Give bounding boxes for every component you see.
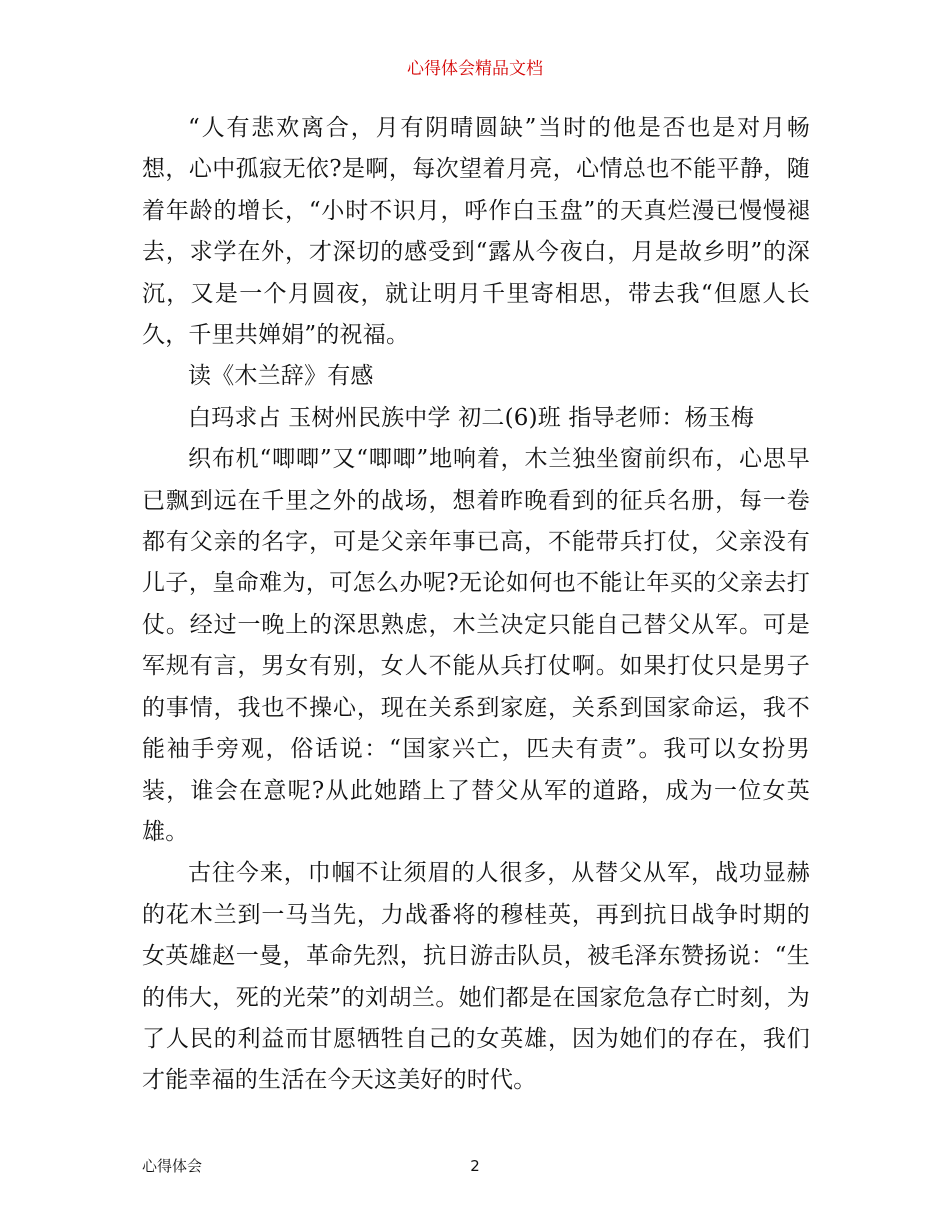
page-number: 2: [470, 1157, 480, 1175]
paragraph-heroines: 古往今来，巾帼不让须眉的人很多，从替父从军，战功显赫的花木兰到一马当先，力战番将的穆桂英，再到抗日战争时期的女英雄赵一曼，革命先烈，抗日游击队员，被毛泽东赞扬说：“生的伟大，死的光荣”的刘胡兰。她们都是在国家危急存亡时刻，为了人民的利益而甘愿牺牲自己的女英雄，因为她们的存在，我们才能幸福的生活在今天这美好的时代。: [142, 860, 810, 1094]
essay-author-line: 白玛求占 玉树州民族中学 初二(6)班 指导老师：杨玉梅: [188, 404, 755, 431]
essay-title: 读《木兰辞》有感: [188, 363, 374, 390]
page-header-title: 心得体会精品文档: [407, 59, 543, 79]
paragraph-mulan-story: 织布机“唧唧”又“唧唧”地响着，木兰独坐窗前织布，心思早已飘到远在千里之外的战场，想着昨晚看到的征兵名册，每一卷都有父亲的名字，可是父亲年事已高，不能带兵打仗，父亲没有儿子，皇命难为，可怎么办呢?无论如何也不能让年买的父亲去打仗。经过一晚上的深思熟虑，木兰决定只能自己替父从军。可是军规有言，男女有别，女人不能从兵打仗啊。如果打仗只是男子的事情，我也不操心，现在关系到家庭，关系到国家命运，我不能袖手旁观，俗话说：“国家兴亡，匹夫有责”。我可以女扮男装，谁会在意呢?从此她踏上了替父从军的道路，成为一位女英雄。: [142, 446, 810, 845]
paragraph-moon-reflection: “人有悲欢离合，月有阴晴圆缺”当时的他是否也是对月畅想，心中孤寂无依?是啊，每次望着月亮，心情总也不能平静，随着年龄的增长，“小时不识月，呼作白玉盘”的天真烂漫已慢慢褪去，求学在外，才深切的感受到“露从今夜白，月是故乡明”的深沉，又是一个月圆夜，就让明月千里寄相思，带去我“但愿人长久，千里共婵娟”的祝福。: [142, 115, 810, 349]
footer-label: 心得体会: [142, 1157, 203, 1175]
document-body: [142, 108, 810, 1102]
